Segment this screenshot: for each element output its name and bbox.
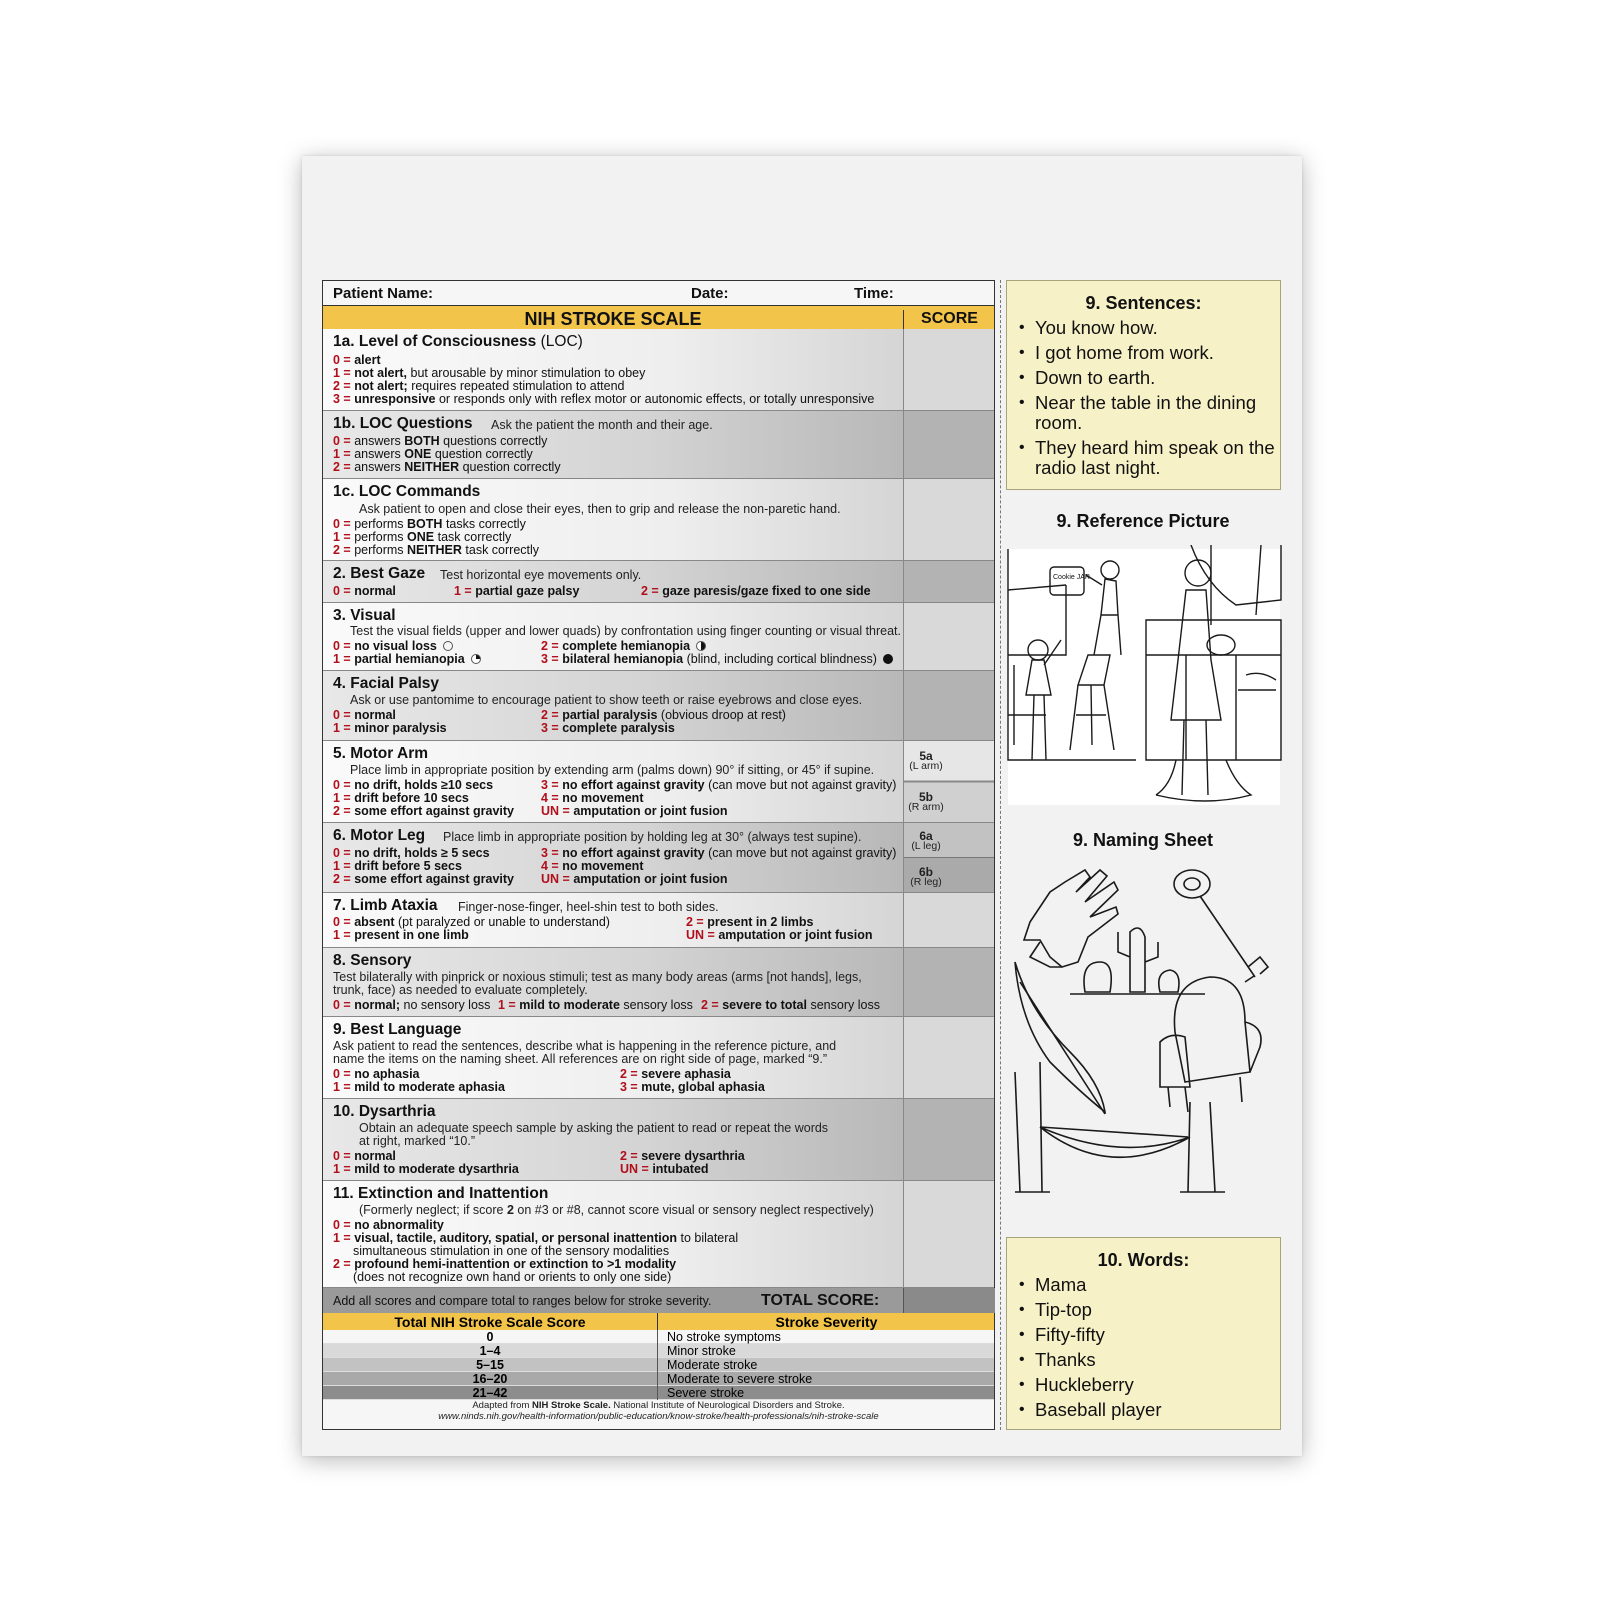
option-line: 3 = bilateral hemianopia (blind, including cortical blindness) (541, 653, 893, 666)
option-line: 2 = performs NEITHER task correctly (333, 543, 540, 557)
list-item: • Baseball player (1007, 1400, 1280, 1420)
score-input-8[interactable] (903, 948, 994, 1016)
item-5 (323, 741, 994, 823)
total-note: Add all scores and compare total to ranges below for stroke severity. (333, 1294, 712, 1308)
option-line: 2 = severe to total sensory loss (701, 998, 880, 1012)
item-6 (323, 823, 994, 893)
item-title: 5. Motor Arm (333, 745, 429, 762)
score-input-4[interactable] (903, 671, 994, 740)
item-8 (323, 948, 994, 1017)
score-input-6[interactable] (903, 823, 994, 892)
item-title: 4. Facial Palsy (333, 675, 439, 692)
score-input-10[interactable] (903, 1099, 994, 1180)
item-title: 6. Motor Leg (333, 827, 426, 844)
item-1a (323, 329, 994, 411)
filled-circle-icon (883, 654, 893, 664)
option-line: 1 = performs ONE task correctly (333, 530, 512, 544)
option-line: 4 = no movement (541, 791, 644, 805)
option-line: 0 = absent (pt paralyzed or unable to understand) (333, 915, 610, 929)
item-title: 9. Best Language (333, 1021, 462, 1038)
item-title: 7. Limb Ataxia (333, 897, 438, 914)
table-row: 21–42 Severe stroke (323, 1386, 994, 1400)
option-line: 0 = answers BOTH questions correctly (333, 434, 548, 448)
option-line: 2 = not alert; requires repeated stimulation to attend (333, 379, 625, 393)
option-line: 0 = normal; no sensory loss (333, 998, 491, 1012)
severity-table-header (323, 1313, 994, 1331)
words-panel (1006, 1237, 1281, 1430)
list-item: • Fifty-fifty (1007, 1325, 1280, 1345)
option-line: 2 = partial paralysis (obvious droop at rest) (541, 708, 786, 722)
item-title: 3. Visual (333, 607, 396, 624)
sub-label-6a: 6a (L leg) (911, 829, 941, 852)
nih-stroke-scale-form (322, 280, 995, 1430)
option-line: 3 = no effort against gravity (can move but not against gravity) (541, 846, 897, 860)
item-instruction: at right, marked “10.” (359, 1134, 476, 1148)
list-item: • They heard him speak on the radio last night. (1007, 438, 1280, 478)
score-input-2[interactable] (903, 561, 994, 602)
score-input-1c[interactable] (903, 479, 994, 560)
option-line: 1 = mild to moderate aphasia (333, 1080, 505, 1094)
option-line: 1 = mild to moderate sensory loss (498, 998, 693, 1012)
option-line: 3 = no effort against gravity (can move but not against gravity) (541, 778, 897, 792)
time-label: Time: (854, 285, 894, 302)
option-line: 0 = alert (333, 353, 381, 367)
item-title: 8. Sensory (333, 952, 412, 969)
option-line: 0 = normal (333, 708, 396, 722)
item-title: 1c. LOC Commands (333, 483, 481, 500)
words-title: 10. Words: (1097, 1250, 1190, 1270)
item-9 (323, 1017, 994, 1099)
item-title: 1b. LOC Questions (333, 415, 473, 432)
item-instruction: Obtain an adequate speech sample by asking the patient to read or repeat the words (359, 1121, 829, 1135)
option-line: 3 = unresponsive or responds only with reflex motor or autonomic effects, or totally unresponsive (333, 392, 875, 406)
cut-line-divider (1000, 280, 1001, 1430)
item-instruction: trunk, face) as needed to evaluate completely. (333, 983, 588, 997)
table-row: 5–15 Moderate stroke (323, 1358, 994, 1372)
score-input-9[interactable] (903, 1017, 994, 1098)
reference-picture-title: 9. Reference Picture (1056, 511, 1230, 531)
table-row: 0 No stroke symptoms (323, 1330, 994, 1344)
item-instruction: Ask patient to read the sentences, describe what is happening in the reference picture, and (333, 1039, 837, 1053)
option-line: 2 = some effort against gravity (333, 872, 514, 886)
total-score-label: TOTAL SCORE: (761, 1292, 880, 1309)
sub-label-5a: 5a (L arm) (909, 749, 943, 772)
item-instruction: (Formerly neglect; if score 2 on #3 or #8, cannot score visual or sensory neglect respectively) (359, 1203, 874, 1217)
item-3 (323, 603, 994, 671)
option-line: 1 = partial hemianopia (333, 653, 481, 666)
option-line: 1 = visual, tactile, auditory, spatial, or personal inattention to bilateral (333, 1231, 739, 1245)
list-item: • Huckleberry (1007, 1375, 1280, 1395)
option-line: 3 = mute, global aphasia (620, 1080, 765, 1094)
sub-label-5b: 5b (R arm) (908, 790, 944, 813)
item-instruction: Ask the patient the month and their age. (491, 418, 713, 432)
option-line: 2 = complete hemianopia (541, 640, 706, 653)
option-line: 1 = drift before 5 secs (333, 859, 462, 873)
severity-col-severity: Stroke Severity (657, 1313, 995, 1330)
option-line: 2 = severe dysarthria (620, 1149, 745, 1163)
option-line: 2 = some effort against gravity (333, 804, 514, 818)
option-line: 2 = gaze paresis/gaze fixed to one side (641, 584, 871, 598)
item-instruction: Finger-nose-finger, heel-shin test to both sides. (458, 900, 719, 914)
list-item: • I got home from work. (1007, 343, 1280, 363)
item-instruction: name the items on the naming sheet. All references are on right side of page, marked “9.” (333, 1052, 828, 1066)
item-instruction: Ask or use pantomime to encourage patient to show teeth or raise eyebrows and close eyes. (350, 693, 863, 707)
list-item: • Thanks (1007, 1350, 1280, 1370)
source-footer: Adapted from NIH Stroke Scale. National Institute of Neurological Disorders and Stroke. www.ninds.nih.gov/health-information/public-education/know-stroke/health-professionals/nih-stroke-scale (323, 1400, 994, 1422)
item-title-paren: (LOC) (540, 333, 583, 350)
item-11 (323, 1181, 994, 1288)
option-line: 0 = performs BOTH tasks correctly (333, 517, 526, 531)
item-title: 10. Dysarthria (333, 1103, 436, 1120)
item-title: 1a. Level of Consciousness (333, 333, 537, 350)
item-instruction: Test the visual fields (upper and lower quads) by confrontation using finger counting or visual threat. (350, 624, 902, 638)
item-title: 2. Best Gaze (333, 565, 426, 582)
option-line: 2 = answers NEITHER question correctly (333, 460, 561, 474)
item-instruction: Test horizontal eye movements only. (440, 568, 642, 582)
option-line: simultaneous stimulation in one of the sensory modalities (353, 1244, 670, 1258)
title-bar (323, 305, 994, 331)
item-instruction: Place limb in appropriate position by extending arm (palms down) 90° if sitting, or 45° if supine. (350, 763, 875, 777)
item-2 (323, 561, 994, 603)
score-input-3[interactable] (903, 603, 994, 670)
score-input-1b[interactable] (903, 411, 994, 478)
option-line: 0 = normal (333, 584, 396, 598)
cookie-jar-label: Cookie JAR (1053, 574, 1090, 581)
half-circle-icon (696, 641, 706, 651)
empty-circle-icon (443, 641, 453, 651)
item-1c (323, 479, 994, 561)
patient-name-label: Patient Name: (333, 285, 434, 302)
option-line: 2 = present in 2 limbs (686, 915, 814, 929)
option-line: UN = amputation or joint fusion (541, 804, 728, 818)
severity-col-score: Total NIH Stroke Scale Score (394, 1314, 586, 1330)
option-line: UN = amputation or joint fusion (686, 928, 873, 942)
option-line: 2 = profound hemi-inattention or extinction to >1 modality (333, 1257, 677, 1271)
list-item: • Near the table in the dining room. (1007, 393, 1280, 433)
option-line: 0 = no abnormality (333, 1218, 444, 1232)
option-line: 2 = severe aphasia (620, 1067, 731, 1081)
option-line: 0 = no drift, holds ≥ 5 secs (333, 846, 490, 860)
reference-picture-illustration (1006, 545, 1284, 810)
score-column-header: SCORE (903, 310, 995, 330)
option-line: UN = amputation or joint fusion (541, 872, 728, 886)
sentences-panel (1006, 280, 1281, 490)
score-input-5[interactable] (903, 741, 994, 822)
sub-label-6b: 6b (R leg) (910, 865, 942, 888)
total-score-input[interactable] (903, 1288, 995, 1313)
option-line: 4 = no movement (541, 859, 644, 873)
score-input-1a[interactable] (903, 329, 994, 410)
option-line: (does not recognize own hand or orients to only one side) (353, 1270, 672, 1284)
item-1b (323, 411, 994, 479)
item-4 (323, 671, 994, 741)
option-line: 1 = mild to moderate dysarthria (333, 1162, 519, 1176)
option-line: 1 = drift before 10 secs (333, 791, 469, 805)
option-line: 0 = no visual loss (333, 640, 453, 653)
item-instruction: Place limb in appropriate position by holding leg at 30° (always test supine). (443, 830, 862, 844)
total-score-row (323, 1288, 994, 1314)
naming-sheet-title: 9. Naming Sheet (1072, 830, 1214, 850)
quarter-circle-icon (471, 654, 481, 664)
score-input-11[interactable] (903, 1181, 994, 1287)
score-input-7[interactable] (903, 893, 994, 947)
option-line: 0 = no drift, holds ≥10 secs (333, 778, 494, 792)
table-row: 16–20 Moderate to severe stroke (323, 1372, 994, 1386)
item-title: 11. Extinction and Inattention (333, 1185, 549, 1202)
list-item: • Tip-top (1007, 1300, 1280, 1320)
form-header (323, 281, 994, 305)
table-row: 1–4 Minor stroke (323, 1344, 994, 1358)
naming-sheet-illustration (1010, 862, 1282, 1212)
source-url[interactable]: www.ninds.nih.gov/health-information/public-education/know-stroke/health-professionals/nih-stroke-scale (438, 1411, 879, 1422)
list-item: • You know how. (1007, 318, 1280, 338)
option-line: 3 = complete paralysis (541, 721, 675, 735)
page-title: NIH STROKE SCALE (524, 309, 702, 329)
list-item: • Down to earth. (1007, 368, 1280, 388)
option-line: 1 = present in one limb (333, 928, 469, 942)
list-item: • Mama (1007, 1275, 1280, 1295)
option-line: 1 = not alert, but arousable by minor stimulation to obey (333, 366, 646, 380)
option-line: UN = intubated (620, 1162, 709, 1176)
item-instruction: Ask patient to open and close their eyes, then to grip and release the non-paretic hand. (359, 502, 841, 516)
item-10 (323, 1099, 994, 1181)
option-line: 1 = minor paralysis (333, 721, 447, 735)
option-line: 0 = no aphasia (333, 1067, 420, 1081)
option-line: 1 = answers ONE question correctly (333, 447, 533, 461)
sentences-title: 9. Sentences: (1085, 293, 1202, 313)
date-label: Date: (691, 285, 729, 302)
option-line: 1 = partial gaze palsy (454, 584, 580, 598)
item-7 (323, 893, 994, 948)
option-line: 0 = normal (333, 1149, 396, 1163)
item-instruction: Test bilaterally with pinprick or noxious stimuli; test as many body areas (arms [not hands], legs, (333, 970, 862, 984)
